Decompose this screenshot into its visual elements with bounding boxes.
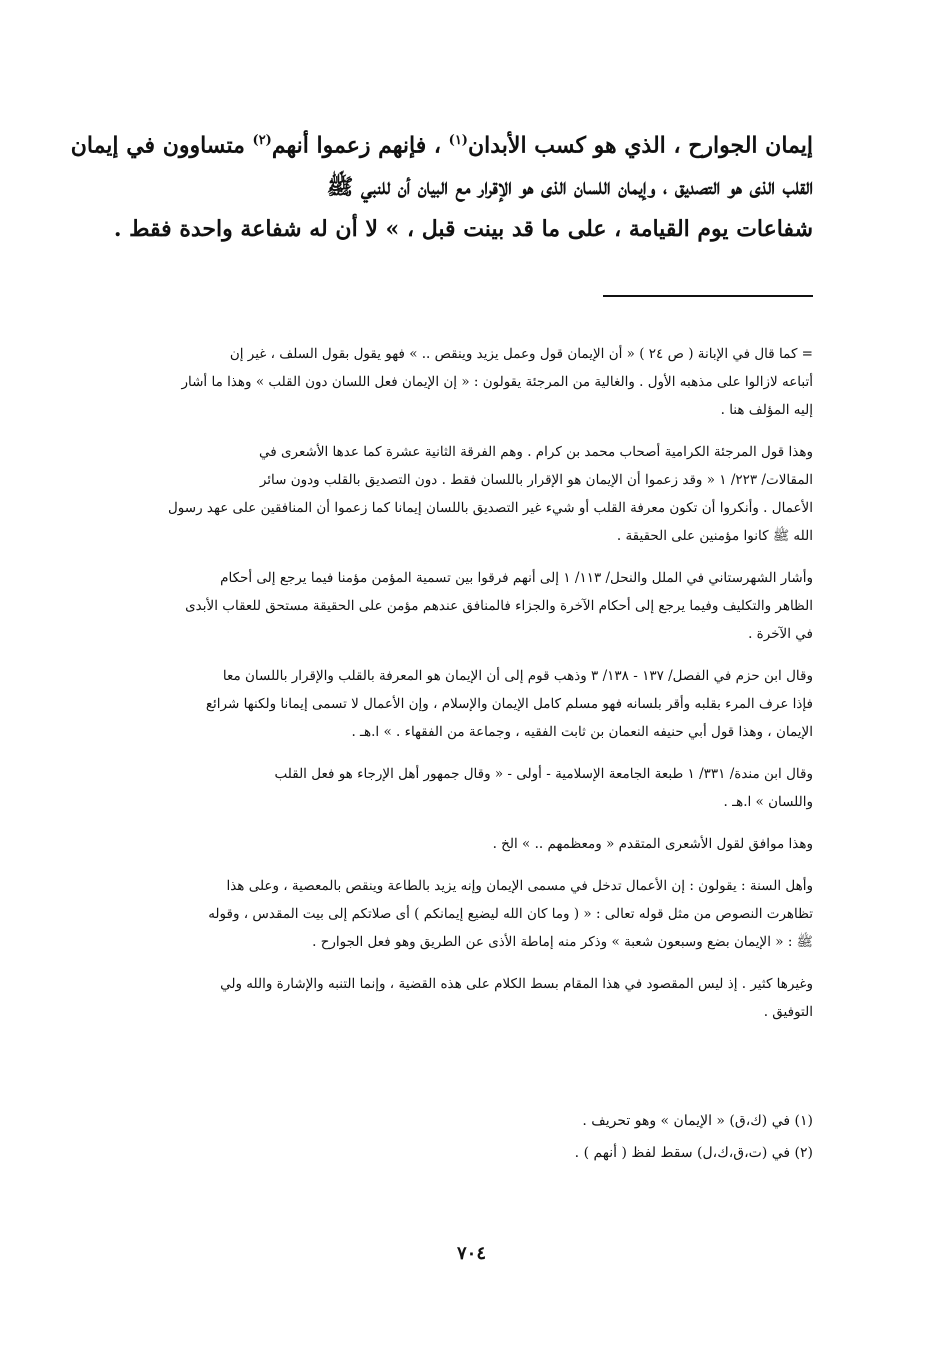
note-line: وقال ابن حزم في الفصل/ ١٣٧ - ١٣٨/ ٣ وذهب قوم إلى أن الإيمان هو المعرفة بالقلب والإقرار باللسان معا (222, 668, 813, 684)
footnote-2: (٢) في (ت،ق،ك،ل) سقط لفظ ( أنهم ) . (574, 1145, 813, 1161)
note-line: = كما قال في الإبانة ( ص ٢٤ ) « أن الإيمان قول وعمل يزيد وينقص .. » فهو يقول بقول السلف ، غير إن (229, 346, 813, 362)
note-paragraph-7 (133, 872, 813, 956)
note-line: المقالات/ ٢٢٣/ ١ « وقد زعموا أن الإيمان هو الإقرار باللسان فقط . دون التصديق بالقلب ودون سائر (259, 472, 813, 488)
main-line-2: القلب الذى هو التصديق ، وإيمان اللسان الذى هو الإقرار مع البيان أن للنبي ﷺ (326, 174, 813, 201)
note-paragraph-3 (133, 564, 813, 648)
main-line-1-part-a: إيمان الجوارح ، الذي هو كسب الأبدان (467, 132, 813, 159)
main-line-1-part-c: متساوون في إيمان (70, 132, 253, 159)
note-line: واللسان » ا.هـ . (723, 794, 813, 810)
note-line: الإيمان ، وهذا قول أبي حنيفه النعمان بن ثابت الفقيه ، وجماعة من الفقهاء . » ا.هـ . (351, 724, 813, 740)
footnote-ref-2: (٢) (252, 133, 272, 148)
footnote-separator (603, 295, 813, 297)
note-line: ﷺ : « الإيمان بضع وسبعون شعبة » وذكر منه إماطة الأذى عن الطريق وهو فعل الجوارح . (312, 934, 813, 950)
note-paragraph-5 (133, 760, 813, 816)
note-line: وقال ابن مندة/ ٣٣١/ ١ طبعة الجامعة الإسلامية - أولى - « وقال جمهور أهل الإرجاء هو فعل القلب (274, 766, 813, 782)
note-line: الظاهر والتكليف وفيما يرجع إلى أحكام الآخرة والجزاء فالمنافق عندهم مؤمن على الحقيقة مستحق للعقاب الأبدى (185, 598, 813, 614)
note-line: الله ﷺ كانوا مؤمنين على الحقيقة . (616, 528, 813, 544)
note-line: إليه المؤلف هنا . (720, 402, 813, 418)
note-line: وهذا قول المرجئة الكرامية أصحاب محمد بن كرام . وهم الفرقة الثانية عشرة كما عدها الأشعرى في (258, 444, 813, 460)
note-paragraph-2 (133, 438, 813, 550)
notes-block (133, 340, 813, 1040)
main-line-1 (70, 120, 813, 166)
note-line: فإذا عرف المرء بقلبه وأقر بلسانه فهو مسلم كامل الإيمان والإسلام ، وإن الأعمال لا تسمى إيمانا ولكنها شرائع (205, 696, 813, 712)
note-line: وهذا موافق لقول الأشعرى المتقدم « ومعظمهم .. » الخ . (492, 836, 813, 852)
note-paragraph-1 (133, 340, 813, 424)
main-line-3: شفاعات يوم القيامة ، على ما قد بينت قبل ، » لا أن له شفاعة واحدة فقط . (113, 216, 813, 243)
note-line: وأشار الشهرستاني في الملل والنحل/ ١١٣/ ١ إلى أنهم فرقوا بين تسمية المؤمن مؤمنا فيما يرجع إلى أحكام (220, 570, 813, 586)
note-line: تظاهرت النصوص من مثل قوله تعالى : « ( وما كان الله ليضيع إيمانكم ) أى صلاتكم إلى بيت المقدس ، وقوله (208, 906, 813, 922)
note-line: التوفيق . (763, 1004, 813, 1020)
note-line: وغيرها كثير . إذ ليس المقصود في هذا المقام بسط الكلام على هذه القضية ، وإنما التنبه والإشارة والله ولي (220, 976, 813, 992)
footnote-1: (١) في (ك،ق) « الإيمان » وهو تحريف . (582, 1113, 813, 1129)
footnotes-block (133, 1105, 813, 1169)
main-text-block (70, 120, 813, 250)
note-paragraph-8 (133, 970, 813, 1026)
note-paragraph-6 (133, 830, 813, 858)
note-line: وأهل السنة : يقولون : إن الأعمال تدخل في مسمى الإيمان وإنه يزيد بالطاعة وينقص بالمعصية ، وعلى هذا (226, 878, 813, 894)
note-line: الأعمال . وأنكروا أن تكون معرفة القلب أو شيء غير التصديق باللسان إيمانا كما زعموا أن المنافقين على عهد رسول (167, 500, 813, 516)
footnote-ref-1: (١) (448, 133, 468, 148)
note-line: في الآخرة . (748, 626, 813, 642)
note-paragraph-4 (133, 662, 813, 746)
note-line: أتباعه لازالوا على مذهبه الأول . والغالية من المرجئة يقولون : « إن الإيمان فعل اللسان دون القلب » وهذا ما أشار (181, 374, 813, 390)
page-number: ٧٠٤ (456, 1243, 486, 1264)
main-line-1-part-b: ، فإنهم زعموا أنهم (271, 132, 449, 159)
